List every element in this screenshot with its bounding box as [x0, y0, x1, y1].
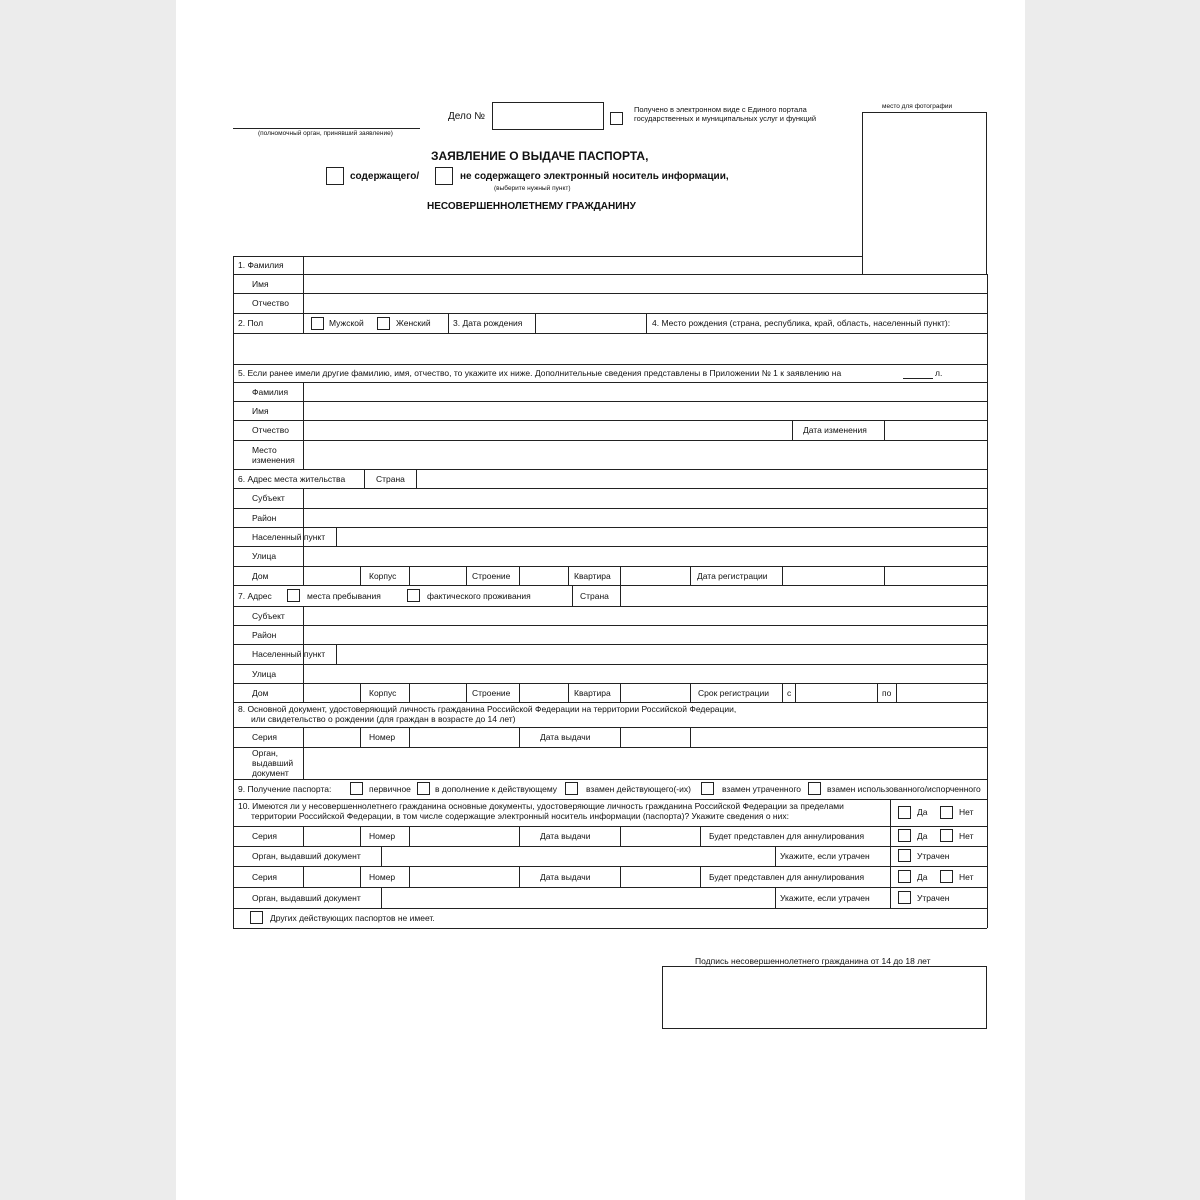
- portal-received-checkbox[interactable]: [610, 112, 623, 125]
- foreign-no-checkbox[interactable]: [940, 806, 953, 819]
- prev-name-field[interactable]: [304, 402, 986, 419]
- registration-term-from-field[interactable]: [796, 684, 876, 701]
- fp2-if-lost-label: Укажите, если утрачен: [780, 893, 870, 903]
- fp2-lost-label: Утрачен: [917, 893, 950, 903]
- stay-address-label: 7. Адрес: [238, 591, 272, 601]
- stay-country-field[interactable]: [621, 586, 986, 605]
- stay-place-label: места пребывания: [307, 591, 381, 601]
- stay-district-field[interactable]: [304, 626, 986, 643]
- main-document-line1: 8. Основной документ, удостоверяющий личность гражданина Российской Федерации на территории Российской Федерации,: [238, 704, 737, 714]
- obtain-additional-label: в дополнение к действующему: [435, 784, 558, 794]
- portal-note-line2: государственных и муниципальных услуг и функций: [634, 114, 817, 123]
- fp1-number-label: Номер: [369, 831, 396, 841]
- doc-series-field[interactable]: [304, 728, 359, 746]
- change-place-field[interactable]: [304, 441, 986, 468]
- registration-date-field[interactable]: [783, 567, 883, 584]
- foreign-no-label: Нет: [959, 807, 974, 817]
- actual-residence-checkbox[interactable]: [407, 589, 420, 602]
- fp2-annul-no-label: Нет: [959, 872, 974, 882]
- change-date-field[interactable]: [885, 421, 986, 439]
- doc-number-field[interactable]: [410, 728, 518, 746]
- fp1-lost-checkbox[interactable]: [898, 849, 911, 862]
- fp1-series-label: Серия: [252, 831, 277, 841]
- obtain-primary-checkbox[interactable]: [350, 782, 363, 795]
- fp2-series-field[interactable]: [304, 867, 359, 886]
- stay-apartment-label: Квартира: [574, 688, 611, 698]
- name-label: Имя: [252, 279, 269, 289]
- case-label: Дело №: [448, 111, 486, 122]
- photo-area: [862, 112, 987, 274]
- residence-house-label: Дом: [252, 571, 269, 581]
- fp1-annul-no-checkbox[interactable]: [940, 829, 953, 842]
- prev-surname-label: Фамилия: [252, 387, 289, 397]
- case-number-field[interactable]: [492, 102, 604, 130]
- foreign-passports-line2: территории Российской Федерации, в том числе содержащие электронный носитель информации (паспорта)? Укажите сведения о них:: [251, 811, 789, 821]
- patronymic-field[interactable]: [304, 294, 986, 312]
- sex-male-label: Мужской: [329, 318, 364, 328]
- authority-line: [233, 128, 420, 129]
- stay-block-label: Корпус: [369, 688, 397, 698]
- option-with-chip-label: содержащего/: [350, 171, 420, 182]
- no-other-passports-checkbox[interactable]: [250, 911, 263, 924]
- residence-apartment-field[interactable]: [621, 567, 689, 584]
- fp1-issue-date-field[interactable]: [621, 827, 699, 845]
- appendix-sheets-line: [903, 378, 933, 379]
- fp2-org-label: Орган, выдавший документ: [252, 893, 361, 903]
- option-without-chip-label: не содержащего электронный носитель информации,: [460, 171, 729, 182]
- photo-label: место для фотографии: [882, 103, 953, 110]
- stay-house-label: Дом: [252, 688, 269, 698]
- patronymic-label: Отчество: [252, 298, 289, 308]
- doc-number-label: Номер: [369, 732, 396, 742]
- stay-block-field[interactable]: [410, 684, 465, 701]
- form-title: ЗАЯВЛЕНИЕ О ВЫДАЧЕ ПАСПОРТА,: [431, 149, 649, 163]
- residence-district-field[interactable]: [304, 509, 986, 526]
- foreign-yes-checkbox[interactable]: [898, 806, 911, 819]
- obtain-replace-lost-label: взамен утраченного: [722, 784, 801, 794]
- stay-building-label: Строение: [472, 688, 511, 698]
- choose-note: (выберите нужный пункт): [494, 185, 571, 192]
- prev-patronymic-label: Отчество: [252, 425, 289, 435]
- application-form-page: [176, 0, 1025, 1200]
- stay-street-label: Улица: [252, 669, 277, 679]
- residence-street-label: Улица: [252, 551, 277, 561]
- registration-term-from-label: с: [787, 688, 792, 698]
- stay-locality-label: Населенный пункт: [252, 649, 326, 659]
- stay-subject-field[interactable]: [304, 607, 986, 624]
- fp2-lost-checkbox[interactable]: [898, 891, 911, 904]
- form-subtitle: НЕСОВЕРШЕННОЛЕТНЕМУ ГРАЖДАНИНУ: [427, 201, 636, 212]
- actual-residence-label: фактического проживания: [427, 591, 531, 601]
- fp2-issue-date-field[interactable]: [621, 867, 699, 886]
- doc-issue-date-field[interactable]: [621, 728, 689, 746]
- stay-country-label: Страна: [580, 591, 609, 601]
- fp1-series-field[interactable]: [304, 827, 359, 845]
- fp2-issue-date-label: Дата выдачи: [540, 872, 591, 882]
- obtain-replace-used-checkbox[interactable]: [808, 782, 821, 795]
- obtain-replace-used-label: взамен использованного/испорченного: [827, 784, 981, 794]
- doc-org-label-1: Орган,: [252, 748, 279, 758]
- obtain-additional-checkbox[interactable]: [417, 782, 430, 795]
- residence-street-field[interactable]: [304, 547, 986, 565]
- residence-district-label: Район: [252, 513, 277, 523]
- authority-note: (полномочный орган, принявший заявление): [258, 130, 393, 137]
- doc-org-field[interactable]: [304, 748, 986, 778]
- registration-date-label: Дата регистрации: [697, 571, 768, 581]
- residence-building-field[interactable]: [520, 567, 567, 584]
- residence-house-field[interactable]: [304, 567, 359, 584]
- fp1-org-label: Орган, выдавший документ: [252, 851, 361, 861]
- residence-country-label: Страна: [376, 474, 405, 484]
- main-document-line2: или свидетельство о рождении (для граждан в возрасте до 14 лет): [251, 714, 516, 724]
- signature-box[interactable]: [662, 966, 987, 1029]
- sex-label: 2. Пол: [238, 318, 264, 328]
- fp2-annul-label: Будет представлен для аннулирования: [709, 872, 865, 882]
- fp2-annul-no-checkbox[interactable]: [940, 870, 953, 883]
- stay-subject-label: Субъект: [252, 611, 285, 621]
- portal-note-line1: Получено в электронном виде с Единого портала: [634, 105, 807, 114]
- prev-surname-field[interactable]: [304, 383, 986, 400]
- sex-female-label: Женский: [396, 318, 431, 328]
- fp1-org-field[interactable]: [382, 847, 774, 865]
- previous-names-intro: 5. Если ранее имели другие фамилию, имя, отчество, то укажите их ниже. Дополнительные сведения представлены в Приложении № 1 к заявлению на: [238, 368, 842, 378]
- residence-country-field[interactable]: [417, 470, 986, 487]
- fp2-annul-yes-checkbox[interactable]: [898, 870, 911, 883]
- change-place-label-1: Место: [252, 445, 277, 455]
- doc-org-label-3: документ: [252, 768, 289, 778]
- fp1-lost-label: Утрачен: [917, 851, 950, 861]
- no-other-passports-label: Других действующих паспортов не имеет.: [270, 913, 435, 923]
- obtain-primary-label: первичное: [369, 784, 411, 794]
- residence-locality-field[interactable]: [337, 528, 986, 545]
- birth-date-label: 3. Дата рождения: [453, 318, 523, 328]
- residence-block-field[interactable]: [410, 567, 465, 584]
- foreign-yes-label: Да: [917, 807, 928, 817]
- birth-place-label: 4. Место рождения (страна, республика, край, область, населенный пункт):: [652, 318, 951, 328]
- fp1-number-field[interactable]: [410, 827, 518, 845]
- change-place-label-2: изменения: [252, 455, 295, 465]
- fp1-if-lost-label: Укажите, если утрачен: [780, 851, 870, 861]
- obtain-replace-valid-checkbox[interactable]: [565, 782, 578, 795]
- residence-subject-field[interactable]: [304, 489, 986, 507]
- residence-apartment-label: Квартира: [574, 571, 611, 581]
- stay-apartment-field[interactable]: [621, 684, 689, 701]
- doc-issue-date-label: Дата выдачи: [540, 732, 591, 742]
- obtain-replace-lost-checkbox[interactable]: [701, 782, 714, 795]
- prev-patronymic-field[interactable]: [304, 421, 791, 439]
- residence-building-label: Строение: [472, 571, 511, 581]
- doc-series-label: Серия: [252, 732, 277, 742]
- signature-label: Подпись несовершеннолетнего гражданина от 14 до 18 лет: [695, 956, 931, 966]
- residence-locality-label: Населенный пункт: [252, 532, 326, 542]
- fp1-issue-date-label: Дата выдачи: [540, 831, 591, 841]
- stay-locality-field[interactable]: [337, 645, 986, 663]
- fp1-annul-yes-checkbox[interactable]: [898, 829, 911, 842]
- fp2-number-label: Номер: [369, 872, 396, 882]
- stay-street-field[interactable]: [304, 665, 986, 682]
- stay-district-label: Район: [252, 630, 277, 640]
- surname-field[interactable]: [304, 257, 861, 273]
- birth-date-field[interactable]: [536, 314, 645, 332]
- fp1-annul-yes-label: Да: [917, 831, 928, 841]
- appendix-sheets-unit: л.: [935, 368, 943, 378]
- fp1-annul-label: Будет представлен для аннулирования: [709, 831, 865, 841]
- fp2-org-field[interactable]: [382, 888, 774, 907]
- obtain-replace-valid-label: взамен действующего(-их): [586, 784, 691, 794]
- stay-place-checkbox[interactable]: [287, 589, 300, 602]
- registration-term-label: Срок регистрации: [698, 688, 769, 698]
- fp2-series-label: Серия: [252, 872, 277, 882]
- registration-term-to-field[interactable]: [897, 684, 986, 701]
- foreign-passports-line1: 10. Имеются ли у несовершеннолетнего гражданина основные документы, удостоверяющие личность гражданина Российской Федерации за пределами: [238, 801, 844, 811]
- fp2-number-field[interactable]: [410, 867, 518, 886]
- birth-place-field[interactable]: [234, 334, 986, 363]
- registration-term-to-label: по: [882, 688, 892, 698]
- stay-building-field[interactable]: [520, 684, 567, 701]
- change-date-label: Дата изменения: [803, 425, 867, 435]
- residence-block-label: Корпус: [369, 571, 397, 581]
- name-field[interactable]: [304, 275, 986, 292]
- doc-org-label-2: выдавший: [252, 758, 294, 768]
- sex-male-checkbox[interactable]: [311, 317, 324, 330]
- option-with-chip-checkbox[interactable]: [326, 167, 344, 185]
- residence-subject-label: Субъект: [252, 493, 285, 503]
- surname-label: 1. Фамилия: [238, 260, 284, 270]
- fp2-annul-yes-label: Да: [917, 872, 928, 882]
- sex-female-checkbox[interactable]: [377, 317, 390, 330]
- passport-obtain-label: 9. Получение паспорта:: [238, 784, 332, 794]
- residence-address-label: 6. Адрес места жительства: [238, 474, 346, 484]
- prev-name-label: Имя: [252, 406, 269, 416]
- fp1-annul-no-label: Нет: [959, 831, 974, 841]
- stay-house-field[interactable]: [304, 684, 359, 701]
- option-without-chip-checkbox[interactable]: [435, 167, 453, 185]
